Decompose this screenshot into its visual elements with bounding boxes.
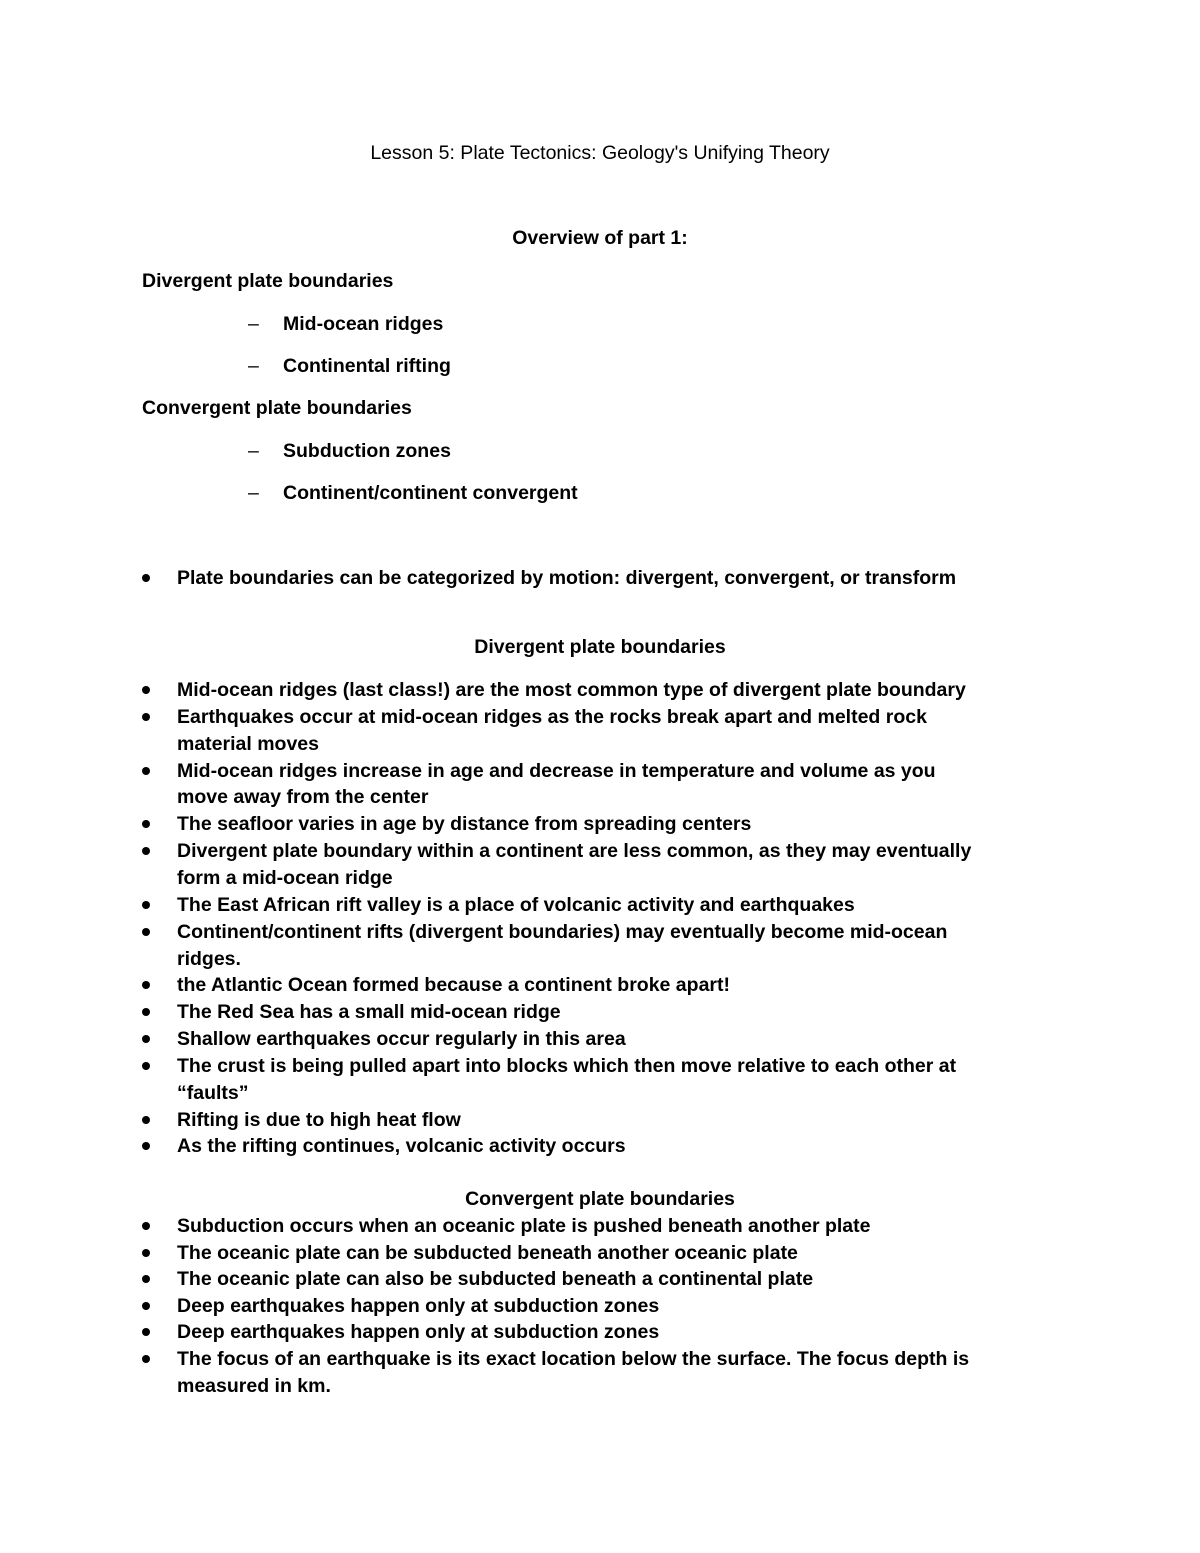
list-item-line: “faults”	[177, 1081, 249, 1104]
bullet-dot	[142, 1328, 150, 1336]
bullet-dot	[142, 1035, 150, 1043]
list-item-line: move away from the center	[177, 786, 429, 809]
overview-group-divergent: Divergent plate boundaries	[142, 270, 394, 292]
list-item-line: Mid-ocean ridges increase in age and decrease in temperature and volume as you	[177, 759, 936, 782]
overview-subitem: Continental rifting	[283, 355, 451, 377]
list-item-line: Earthquakes occur at mid-ocean ridges as the rocks break apart and melted rock	[177, 705, 927, 728]
list-item-line: Subduction occurs when an oceanic plate is pushed beneath another plate	[177, 1215, 871, 1237]
list-item-line: The seafloor varies in age by distance from spreading centers	[177, 813, 752, 836]
list-item-line: the Atlantic Ocean formed because a continent broke apart!	[177, 974, 730, 997]
list-item-line: The crust is being pulled apart into blocks which then move relative to each other at	[177, 1054, 957, 1077]
list-item-line: material moves	[177, 732, 319, 755]
intro-bullet: Plate boundaries can be categorized by motion: divergent, convergent, or transform	[177, 567, 957, 589]
bullet-dot	[142, 901, 150, 909]
bullet-dot	[142, 1355, 150, 1363]
list-item-line: The Red Sea has a small mid-ocean ridge	[177, 1001, 561, 1024]
overview-group-convergent: Convergent plate boundaries	[142, 397, 412, 419]
overview-subitem: Mid-ocean ridges	[283, 313, 444, 335]
dash-marker: –	[248, 440, 259, 462]
list-item-line: measured in km.	[177, 1374, 331, 1397]
overview-subitem: Continent/continent convergent	[283, 482, 578, 504]
list-item-line: Divergent plate boundary within a continent are less common, as they may eventually	[177, 840, 972, 863]
list-item-line: ridges.	[177, 947, 241, 970]
bullet-dot	[142, 1222, 150, 1230]
page-title: Lesson 5: Plate Tectonics: Geology's Unifying Theory	[370, 142, 830, 164]
list-item-line: Mid-ocean ridges (last class!) are the most common type of divergent plate boundary	[177, 679, 966, 701]
convergent-heading: Convergent plate boundaries	[465, 1188, 735, 1210]
dash-marker: –	[248, 313, 259, 335]
overview-subitem: Subduction zones	[283, 440, 451, 462]
bullet-dot	[142, 1062, 150, 1070]
bullet-dot	[142, 574, 150, 582]
bullet-dot	[142, 1302, 150, 1310]
list-item-line: Shallow earthquakes occur regularly in this area	[177, 1028, 626, 1051]
bullet-dot	[142, 713, 150, 721]
bullet-dot	[142, 1116, 150, 1124]
list-item-line: The focus of an earthquake is its exact location below the surface. The focus depth is	[177, 1348, 970, 1370]
list-item-line: The East African rift valley is a place of volcanic activity and earthquakes	[177, 893, 855, 916]
overview-heading: Overview of part 1:	[512, 227, 688, 249]
bullet-dot	[142, 1142, 150, 1150]
bullet-dot	[142, 928, 150, 936]
divergent-heading: Divergent plate boundaries	[474, 636, 726, 658]
bullet-dot	[142, 767, 150, 775]
bullet-dot	[142, 847, 150, 855]
list-item-line: The oceanic plate can also be subducted beneath a continental plate	[177, 1268, 814, 1291]
list-item-line: Rifting is due to high heat flow	[177, 1108, 461, 1131]
bullet-dot	[142, 1249, 150, 1257]
bullet-dot	[142, 1275, 150, 1283]
list-item-line: Deep earthquakes happen only at subduction zones	[177, 1294, 660, 1317]
bullet-dot	[142, 1008, 150, 1016]
bullet-dot	[142, 686, 150, 694]
bullet-dot	[142, 820, 150, 828]
bullet-dot	[142, 981, 150, 989]
list-item-line: As the rifting continues, volcanic activity occurs	[177, 1135, 626, 1158]
list-item-line: The oceanic plate can be subducted beneath another oceanic plate	[177, 1241, 798, 1264]
dash-marker: –	[248, 482, 259, 504]
list-item-line: Continent/continent rifts (divergent boundaries) may eventually become mid-ocean	[177, 920, 948, 943]
list-item-line: form a mid-ocean ridge	[177, 866, 393, 889]
list-item-line: Deep earthquakes happen only at subduction zones	[177, 1321, 660, 1344]
dash-marker: –	[248, 355, 259, 377]
